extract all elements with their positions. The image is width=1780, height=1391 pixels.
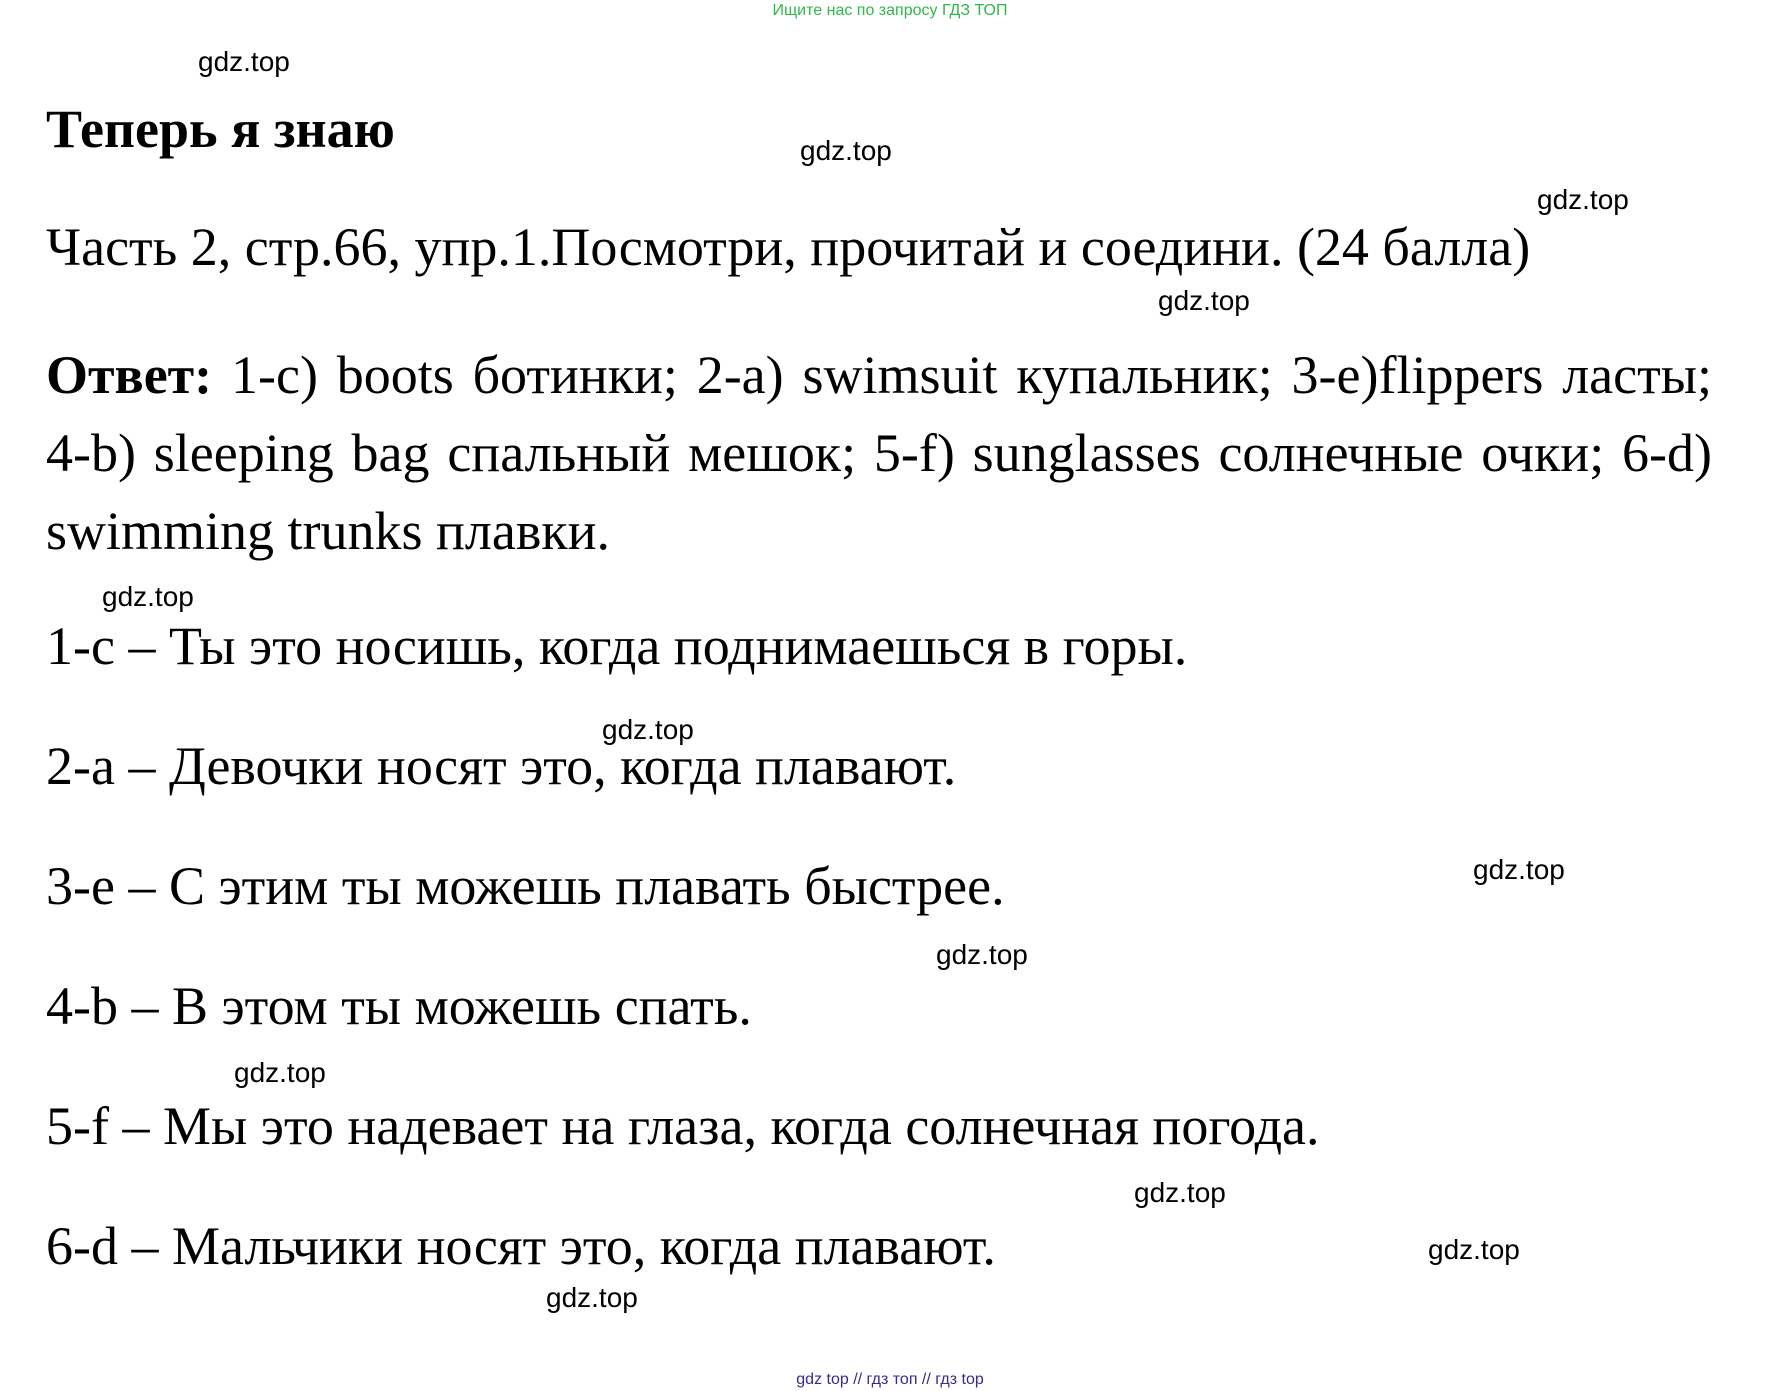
top-banner-link[interactable]: Ищите нас по запросу ГДЗ ТОП: [772, 2, 1008, 19]
match-line-5: 5-f – Мы это надевает на глаза, когда солнечная погода.: [46, 1096, 1320, 1156]
answer-text: 1-c) boots ботинки; 2-a) swimsuit купальник; 3-e)flippers ласты; 4-b) sleeping bag спальный мешок; 5-f) sunglasses солнечные очки; 6-d) swimming trunks плавки.: [46, 345, 1713, 561]
match-line-1: 1-c – Ты это носишь, когда поднимаешься в горы.: [46, 616, 1188, 676]
match-line-4: 4-b – В этом ты можешь спать.: [46, 976, 752, 1036]
match-line-6: 6-d – Мальчики носят это, когда плавают.: [46, 1216, 996, 1276]
watermark: gdz.top: [546, 1282, 638, 1313]
watermark: gdz.top: [936, 939, 1028, 970]
watermark: gdz.top: [1134, 1177, 1226, 1208]
footer-links[interactable]: gdz top // гдз топ // гдз top: [796, 1371, 984, 1388]
watermark: gdz.top: [602, 714, 694, 745]
watermark: gdz.top: [234, 1057, 326, 1088]
watermark: gdz.top: [1537, 184, 1629, 215]
watermark: gdz.top: [1428, 1234, 1520, 1265]
match-line-2: 2-a – Девочки носят это, когда плавают.: [46, 736, 957, 796]
task-heading: Часть 2, стр.66, упр.1.Посмотри, прочитай и соедини. (24 балла): [46, 217, 1531, 277]
match-line-3: 3-e – С этим ты можешь плавать быстрее.: [46, 856, 1005, 916]
answer-label: Ответ:: [46, 345, 213, 405]
watermark: gdz.top: [1158, 285, 1250, 316]
watermark: gdz.top: [102, 581, 194, 612]
watermark: gdz.top: [800, 135, 892, 166]
watermark: gdz.top: [198, 46, 290, 77]
page-title: Теперь я знаю: [46, 99, 395, 159]
watermark: gdz.top: [1473, 854, 1565, 885]
answer-paragraph: [46, 336, 1712, 570]
